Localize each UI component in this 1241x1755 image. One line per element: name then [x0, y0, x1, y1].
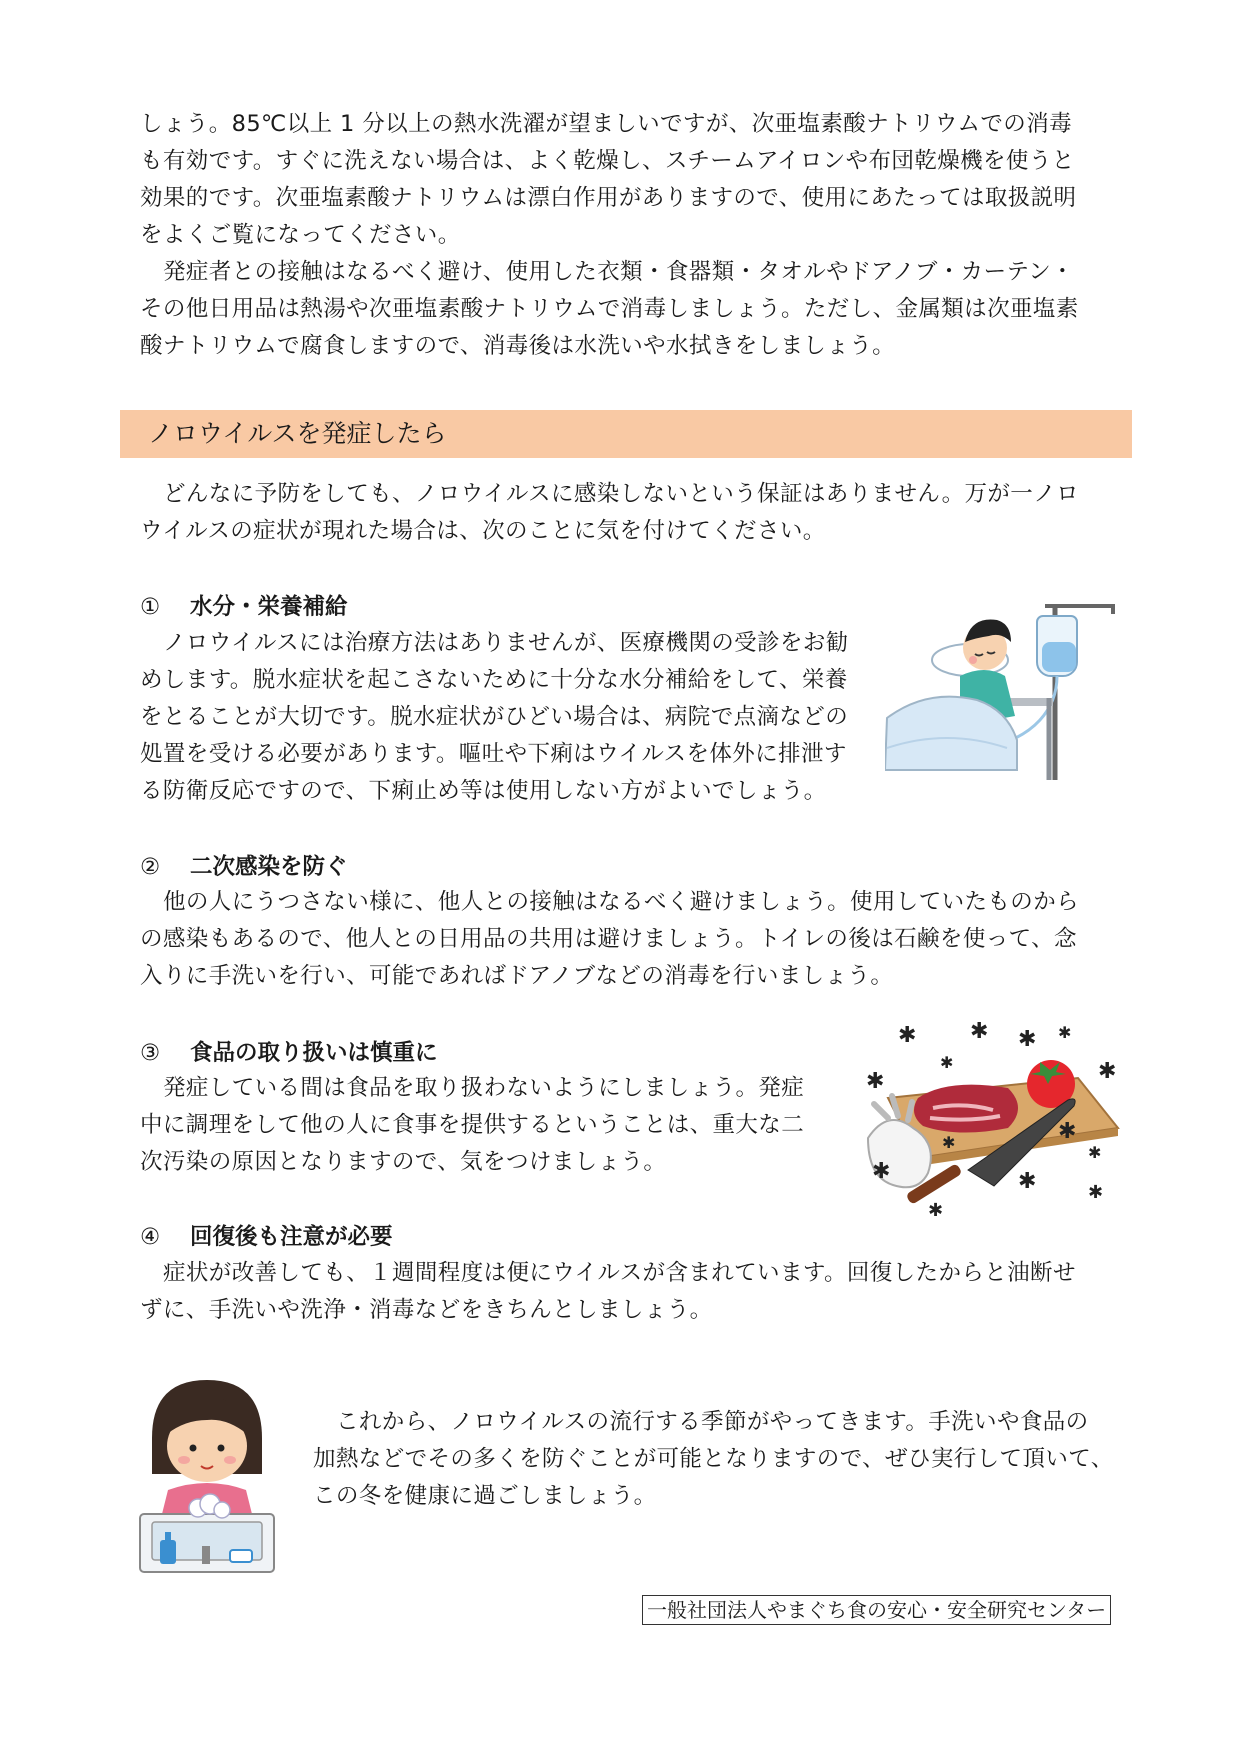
text-line: 発症者との接触はなるべく避け、使用した衣類・食器類・タオルやドアノブ・カーテン・ [163, 259, 1075, 285]
text-line: る防衛反応ですので、下痢止め等は使用しない方がよいでしょう。 [140, 778, 827, 804]
item-number: ② [140, 854, 161, 880]
item-heading-1 [140, 592, 348, 622]
text-line: 症状が改善しても、１週間程度は便にウイルスが含まれています。回復したからと油断せ [163, 1260, 1076, 1286]
svg-text:✱: ✱ [1088, 1143, 1102, 1162]
text-line: めします。脱水症状を起こさないために十分な水分補給をして、栄養 [140, 667, 848, 693]
item-title: 二次感染を防ぐ [190, 854, 348, 880]
text-line: も有効です。すぐに洗えない場合は、よく乾燥し、スチームアイロンや布団乾燥機を使うと [140, 148, 1075, 174]
text-line: しょう。85℃以上 1 分以上の熱水洗濯が望ましいですが、次亜塩素酸ナトリウムでの消毒 [140, 111, 1072, 137]
item-number: ③ [140, 1040, 161, 1066]
svg-text:✱: ✱ [1018, 1169, 1037, 1194]
item-number: ④ [140, 1224, 161, 1250]
item-heading-4 [140, 1222, 393, 1252]
text-line: 入りに手洗いを行い、可能であればドアノブなどの消毒を行いましょう。 [140, 963, 894, 989]
item-title: 水分・栄養補給 [190, 594, 348, 620]
item-title: 回復後も注意が必要 [190, 1224, 393, 1250]
closing-paragraph [313, 1404, 1114, 1515]
text-line: 処置を受ける必要があります。嘔吐や下痢はウイルスを体外に排泄す [140, 741, 847, 767]
text-line: ウイルスの症状が現れた場合は、次のことに気を付けてください。 [140, 518, 826, 544]
hospital-bed-iv-illustration [885, 598, 1125, 783]
svg-text:✱: ✱ [940, 1053, 954, 1072]
svg-text:✱: ✱ [866, 1069, 885, 1094]
text-line: の感染もあるので、他人との日用品の共用は避けましょう。トイレの後は石鹸を使って、念 [140, 926, 1077, 952]
text-line: 酸ナトリウムで腐食しますので、消毒後は水洗いや水拭きをしましょう。 [140, 333, 896, 359]
text-line: 他の人にうつさない様に、他人との接触はなるべく避けましょう。使用していたものから [163, 889, 1080, 915]
svg-text:✱: ✱ [928, 1200, 944, 1218]
svg-text:✱: ✱ [942, 1133, 956, 1152]
text-line: 加熱などでその多くを防ぐことが可能となりますので、ぜひ実行して頂いて、 [313, 1446, 1114, 1472]
item-number: ① [140, 594, 161, 620]
intro-paragraph-1 [140, 106, 1076, 254]
svg-text:✱: ✱ [1058, 1023, 1072, 1042]
intro-paragraph-2 [140, 254, 1079, 365]
text-line: この冬を健康に過ごしましょう。 [313, 1483, 657, 1509]
svg-text:✱: ✱ [898, 1023, 917, 1048]
svg-text:✱: ✱ [1098, 1059, 1117, 1084]
text-line: をよくご覧になってください。 [140, 222, 461, 248]
text-line: ノロウイルスには治療方法はありませんが、医療機関の受診をお勧 [163, 630, 849, 656]
item-body-2 [140, 884, 1079, 995]
item-body-4 [140, 1255, 1076, 1329]
item-heading-2 [140, 852, 348, 882]
svg-text:✱: ✱ [872, 1159, 891, 1184]
text-line: 発症している間は食品を取り扱わないようにしましょう。発症 [163, 1075, 805, 1101]
text-line: これから、ノロウイルスの流行する季節がやってきます。手洗いや食品の [336, 1409, 1089, 1435]
text-line: をとることが大切です。脱水症状がひどい場合は、病院で点滴などの [140, 704, 849, 730]
text-line: その他日用品は熱湯や次亜塩素酸ナトリウムで消毒しましょう。ただし、金属類は次亜塩素 [140, 296, 1079, 322]
section-lead [140, 476, 1079, 550]
text-line: 効果的です。次亜塩素酸ナトリウムは漂白作用がありますので、使用にあたっては取扱説明 [140, 185, 1077, 211]
svg-text:✱: ✱ [1018, 1027, 1037, 1052]
text-line: どんなに予防をしても、ノロウイルスに感染しないという保証はありません。万が一ノロ [163, 481, 1080, 507]
svg-text:✱: ✱ [1088, 1182, 1104, 1203]
text-line: 次汚染の原因となりますので、気をつけましょう。 [140, 1149, 667, 1175]
item-body-3 [140, 1070, 804, 1181]
text-line: ずに、手洗いや洗浄・消毒などをきちんとしましょう。 [140, 1297, 713, 1323]
section-title: ノロウイルスを発症したら [148, 419, 447, 448]
girl-handwashing-illustration [138, 1378, 276, 1576]
organization-footer: 一般社団法人やまぐち食の安心・安全研究センター [642, 1595, 1111, 1625]
svg-text:✱: ✱ [970, 1019, 989, 1044]
item-body-1 [140, 625, 849, 810]
svg-text:✱: ✱ [1058, 1119, 1077, 1144]
cutting-board-germs-illustration [858, 1018, 1120, 1218]
item-heading-3 [140, 1038, 438, 1068]
text-line: 中に調理をして他の人に食事を提供するということは、重大な二 [140, 1112, 805, 1138]
item-title: 食品の取り扱いは慎重に [190, 1040, 438, 1066]
